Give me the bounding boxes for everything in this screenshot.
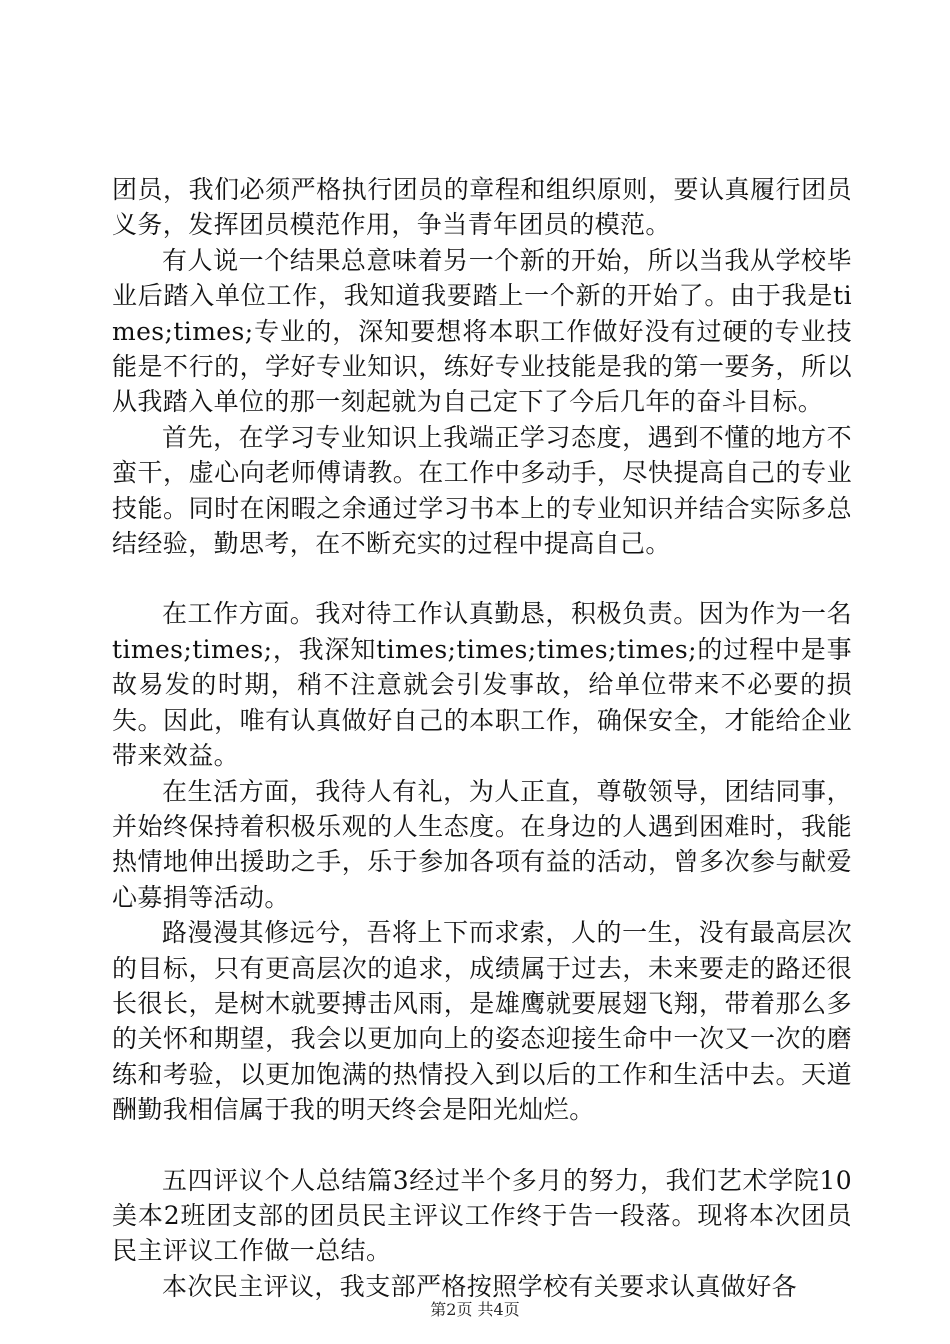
paragraph-4: 在工作方面。我对待工作认真勤恳，积极负责。因为作为一名times;times;，我深知times;times;times;times;的过程中是事故易发的时期，稍不注意就会引发事故，给单位带来不必要的损失。因此，唯有认真做好自己的本职工作，确保安全，才能给企业带来效益。 xyxy=(112,599,852,771)
paragraph-2: 有人说一个结果总意味着另一个新的开始，所以当我从学校毕业后踏入单位工作，我知道我要踏上一个新的开始了。由于我是times;times;专业的，深知要想将本职工作做好没有过硬的专业技能是不行的，学好专业知识，练好专业技能是我的第一要务，所以从我踏入单位的那一刻起就为自己定下了今后几年的奋斗目标。 xyxy=(112,245,852,417)
paragraph-6: 路漫漫其修远兮，吾将上下而求索，人的一生，没有最高层次的目标，只有更高层次的追求，成绩属于过去，未来要走的路还很长很长，是树木就要搏击风雨，是雄鹰就要展翅飞翔，带着那么多的关怀和期望，我会以更加向上的姿态迎接生命中一次又一次的磨练和考验，以更加饱满的热情投入到以后的工作和生活中去。天道酬勤我相信属于我的明天终会是阳光灿烂。 xyxy=(112,918,852,1125)
page-number-footer: 第2页 共4页 xyxy=(430,1300,520,1319)
paragraph-5: 在生活方面，我待人有礼，为人正直，尊敬领导，团结同事，并始终保持着积极乐观的人生态度。在身边的人遇到困难时，我能热情地伸出援助之手，乐于参加各项有益的活动，曾多次参与献爱心募捐等活动。 xyxy=(112,776,852,912)
paragraph-7: 五四评议个人总结篇3经过半个多月的努力，我们艺术学院10美本2班团支部的团员民主评议工作终于告一段落。现将本次团员民主评议工作做一总结。 xyxy=(112,1165,852,1266)
paragraph-1: 团员，我们必须严格执行团员的章程和组织原则，要认真履行团员义务，发挥团员模范作用，争当青年团员的模范。 xyxy=(112,175,852,240)
document-body xyxy=(112,172,852,1304)
paragraph-8: 本次民主评议，我支部严格按照学校有关要求认真做好各 xyxy=(162,1271,798,1301)
paragraph-3: 首先，在学习专业知识上我端正学习态度，遇到不懂的地方不蛮干，虚心向老师傅请教。在工作中多动手，尽快提高自己的专业技能。同时在闲暇之余通过学习书本上的专业知识并结合实际多总结经验，勤思考，在不断充实的过程中提高自己。 xyxy=(112,422,852,559)
